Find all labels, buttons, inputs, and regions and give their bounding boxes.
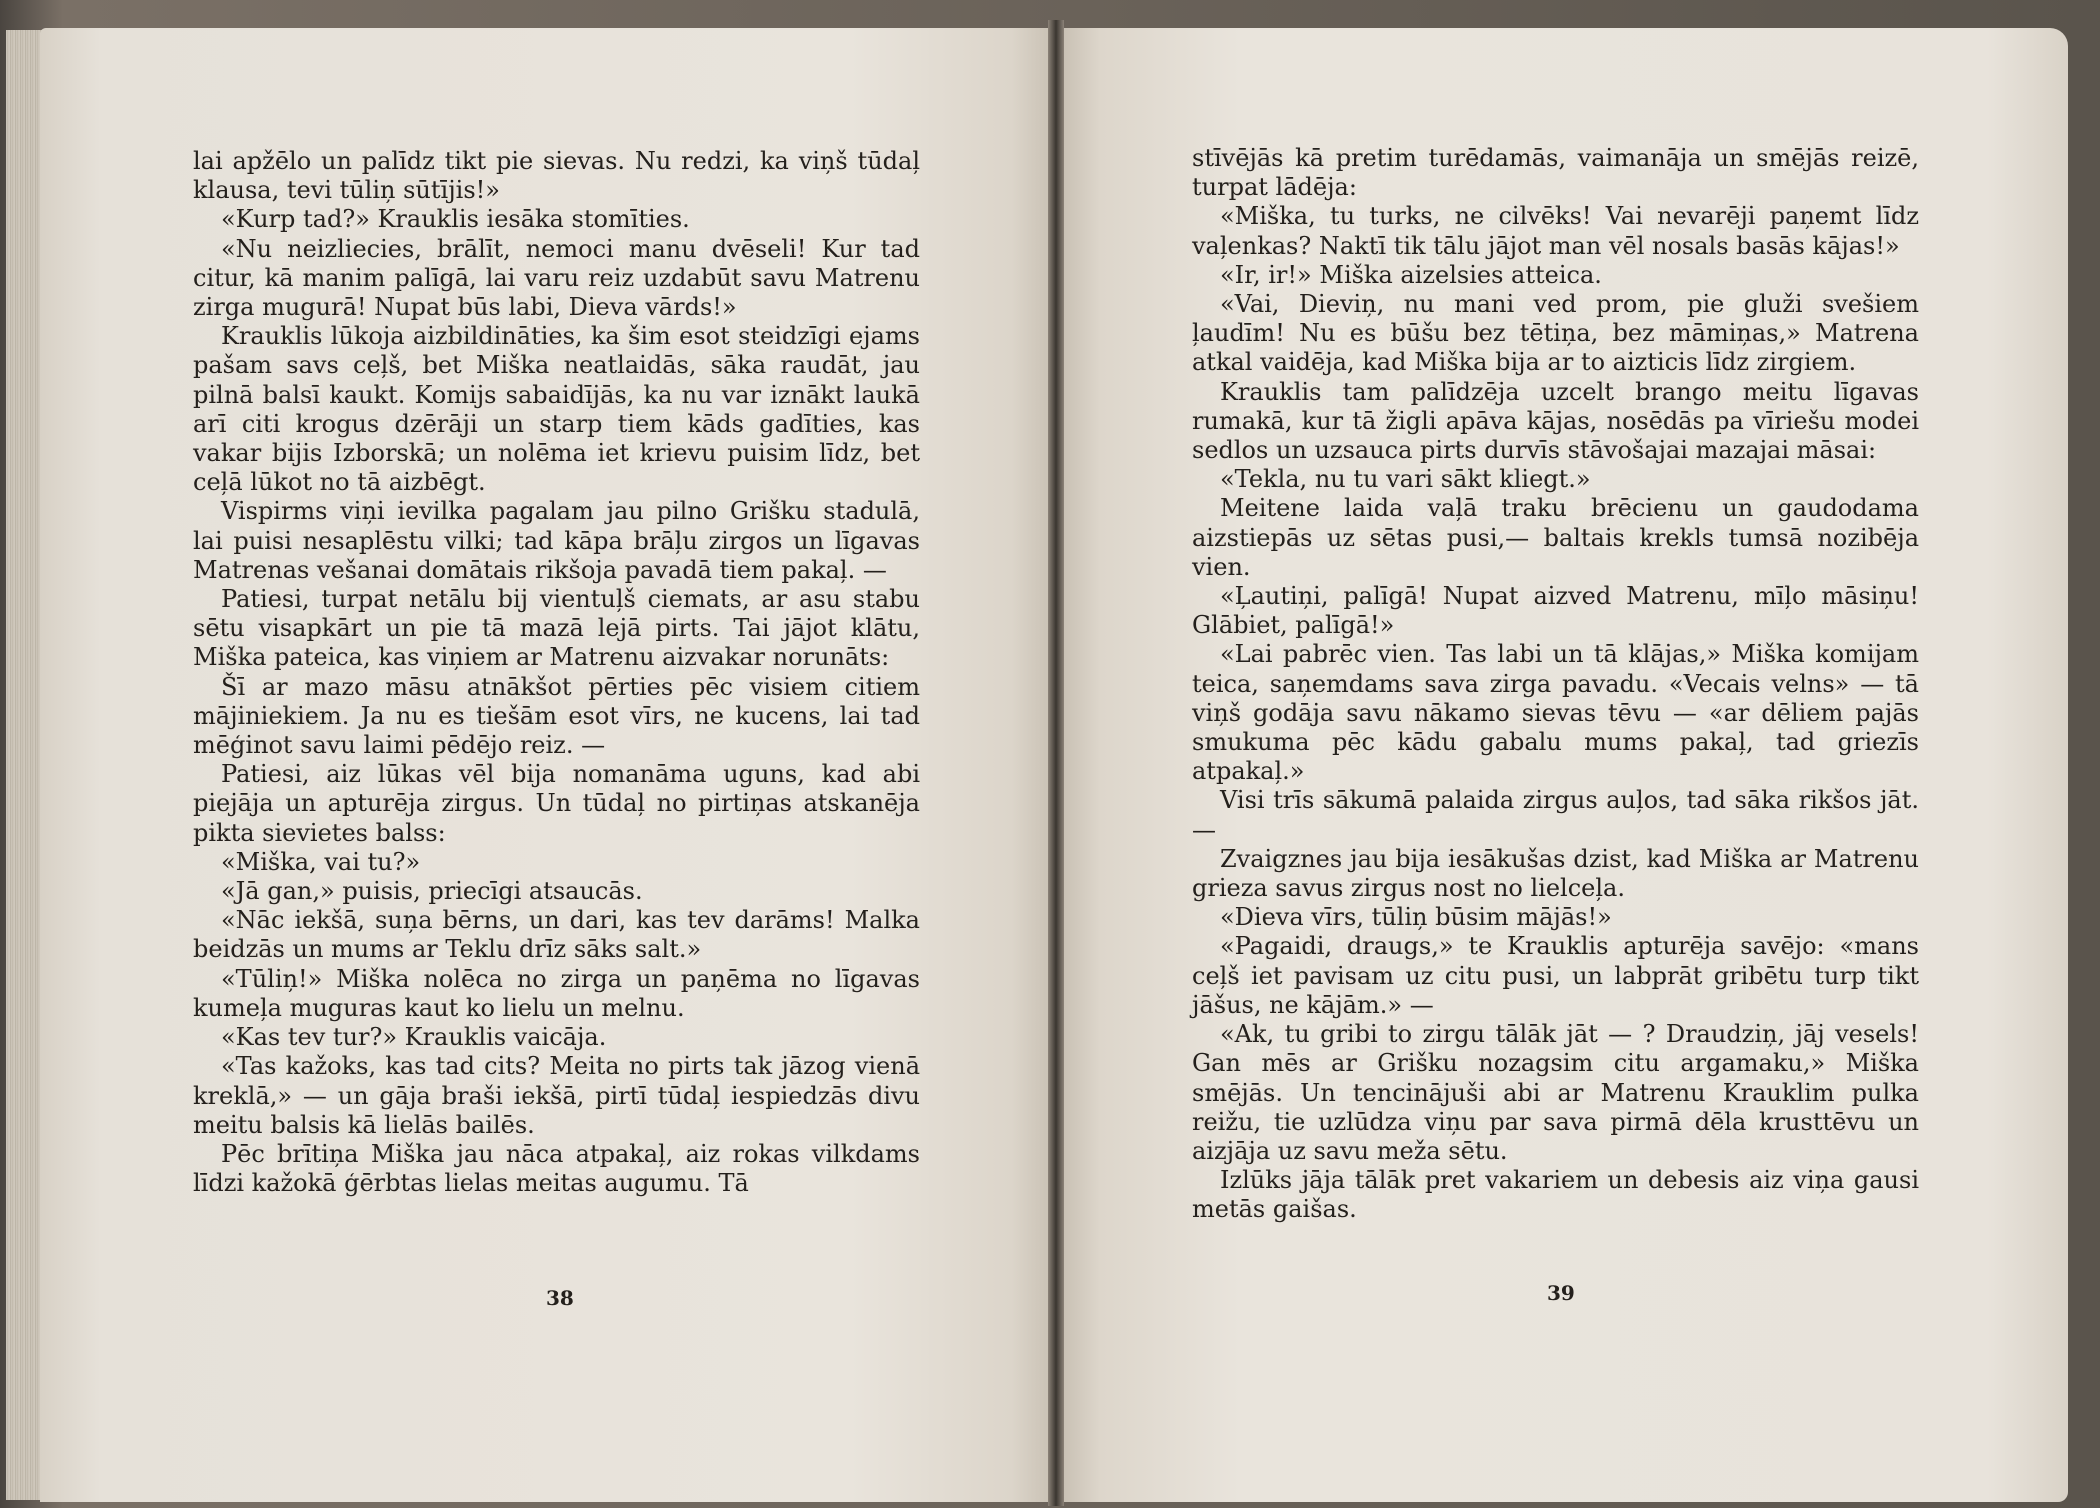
paragraph: «Ak, tu gribi to zirgu tālāk jāt — ? Draudziņ, jāj vesels! Gan mēs ar Grišku nozagsim citu argamaku,» Miška smējās. Un tencinājuši abi ar Matrenu Krauklim pulka reižu, tie uzlūdza viņu par sava pirmā dēla krusttēvu un aizjāja uz savu meža sētu. <box>1192 1020 1919 1165</box>
paragraph: «Jā gan,» puisis, priecīgi atsaucās. <box>221 877 643 906</box>
page-number-right: 39 <box>1547 1281 1575 1305</box>
paragraph: Krauklis lūkoja aizbildināties, ka šim esot steidzīgi ejams pašam savs ceļš, bet Miška neatlaidās, sāka raudāt, jau pilnā balsī kaukt. Komijs sabaidījās, ka nu var iznākt laukā arī citi krogus dzērāji un starp tiem kāds gadīties, kas vakar bijis Izborskā; un nolēma iet krievu puisim līdz, bet ceļā lūkot no tā aizbēgt. <box>193 322 920 497</box>
paragraph: «Dieva vīrs, tūliņ būsim mājās!» <box>1220 903 1612 932</box>
paragraph: stīvējās kā pretim turēdamās, vaimanāja un smējās reizē, turpat lādēja: <box>1192 144 1919 202</box>
paragraph: «Tekla, nu tu vari sākt kliegt.» <box>1220 465 1591 494</box>
paragraph: «Pagaidi, draugs,» te Krauklis apturēja savējo: «mans ceļš iet pavisam uz citu pusi, un labprāt gribētu turp tikt jāšus, ne kājām.» — <box>1192 932 1919 1019</box>
paragraph: Meitene laida vaļā traku brēcienu un gaudodama aizstiepās uz sētas pusi,— baltais krekls tumsā nozibēja vien. <box>1192 494 1919 581</box>
paragraph: «Ir, ir!» Miška aizelsies atteica. <box>1220 260 1602 289</box>
paragraph: Izlūks jāja tālāk pret vakariem un debesis aiz viņa gausi metās gaišas. <box>1192 1166 1919 1224</box>
paragraph: «Kas tev tur?» Krauklis vaicāja. <box>221 1023 607 1052</box>
paragraph: «Nāc iekšā, suņa bērns, un dari, kas tev darāms! Malka beidzās un mums ar Teklu drīz sāks salt.» <box>193 906 920 964</box>
paragraph: Šī ar mazo māsu atnākšot pērties pēc visiem citiem mājiniekiem. Ja nu es tiešām esot vīrs, ne kucens, lai tad mēģinot savu laimi pēdējo reiz. — <box>193 672 920 760</box>
paragraph: Visi trīs sākumā palaida zirgus auļos, tad sāka rikšos jāt. — <box>1192 786 1919 844</box>
paragraph: Patiesi, turpat netālu bij vientuļš ciemats, ar asu stabu sētu visapkārt un pie tā mazā lejā pirts. Tai jājot klātu, Miška pateica, kas viņiem ar Matrenu aizvakar norunāts: <box>193 585 920 672</box>
paragraph: «Miška, vai tu?» <box>221 847 421 876</box>
paragraph: «Vai, Dieviņ, nu mani ved prom, pie gluži svešiem ļaudīm! Nu es būšu bez tētiņa, bez māmiņas,» Matrena atkal vaidēja, kad Miška bija ar to aizticis līdz zirgiem. <box>1192 290 1919 377</box>
paragraph: lai apžēlo un palīdz tikt pie sievas. Nu redzi, ka viņš tūdaļ klausa, tevi tūliņ sūtījis!» <box>193 147 920 205</box>
paragraph: «Lai pabrēc vien. Tas labi un tā klājas,» Miška komijam teica, saņemdams sava zirga pavadu. «Vecais velns» — tā viņš godāja savu nākamo sievas tēvu — «ar dēliem pajās smukuma pēc kādu gabalu mums pakaļ, tad griezīs atpakaļ.» <box>1192 640 1919 786</box>
paragraph: Krauklis tam palīdzēja uzcelt brango meitu līgavas rumakā, kur tā žigli apāva kājas, nosēdās pa vīriešu modei sedlos un uzsauca pirts durvīs stāvošajai mazajai māsai: <box>1192 377 1919 465</box>
right-page-text <box>1192 144 1919 1225</box>
paragraph: «Ļautiņi, palīgā! Nupat aizved Matrenu, mīļo māsiņu! Glābiet, palīgā!» <box>1192 582 1919 640</box>
paragraph: Zvaigznes jau bija iesākušas dzist, kad Miška ar Matrenu grieza savus zirgus nost no lielceļa. <box>1192 844 1919 903</box>
page-number-left: 38 <box>546 1286 574 1310</box>
paragraph: Vispirms viņi ievilka pagalam jau pilno Grišku stadulā, lai puisi nesaplēstu vilki; tad kāpa brāļu zirgos un līgavas Matrenas vešanai domātais rikšoja pavadā tiem pakaļ. — <box>193 497 920 584</box>
page-edges <box>6 30 42 1500</box>
paragraph: «Nu neizliecies, brālīt, nemoci manu dvēseli! Kur tad citur, kā manim palīgā, lai varu reiz uzdabūt savu Matrenu zirga mugurā! Nupat būs labi, Dieva vārds!» <box>193 234 920 322</box>
paragraph: «Kurp tad?» Krauklis iesāka stomīties. <box>221 205 690 234</box>
left-page-text <box>193 147 920 1198</box>
paragraph: «Tūliņ!» Miška nolēca no zirga un paņēma no līgavas kumeļa muguras kaut ko lielu un melnu. <box>193 964 920 1022</box>
paragraph: Pēc brītiņa Miška jau nāca atpakaļ, aiz rokas vilkdams līdzi kažokā ģērbtas lielas meitas augumu. Tā <box>193 1139 920 1198</box>
paragraph: «Miška, tu turks, ne cilvēks! Vai nevarēji paņemt līdz vaļenkas? Naktī tik tālu jājot man vēl nosals basās kājas!» <box>1192 202 1919 260</box>
paragraph: «Tas kažoks, kas tad cits? Meita no pirts tak jāzog vienā kreklā,» — un gāja braši iekšā, pirtī tūdaļ iespiedzās divu meitu balsis kā lielās bailēs. <box>193 1052 920 1139</box>
paragraph: Patiesi, aiz lūkas vēl bija nomanāma uguns, kad abi piejāja un apturēja zirgus. Un tūdaļ no pirtiņas atskanēja pikta sievietes balss: <box>193 760 920 847</box>
book-gutter <box>1048 20 1064 1506</box>
